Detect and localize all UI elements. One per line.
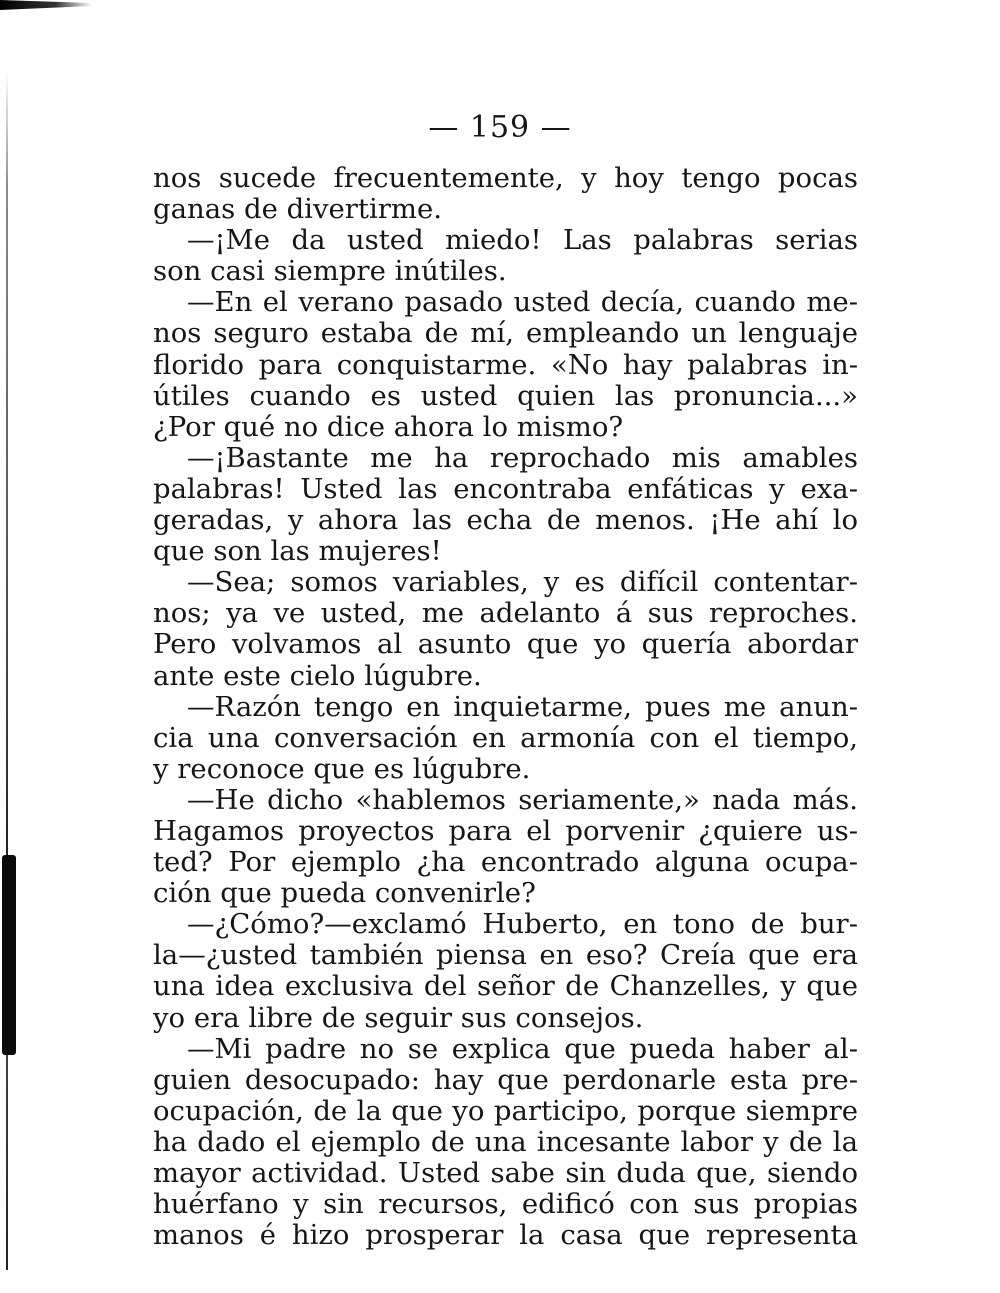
text-line: —En el verano pasado usted decía, cuando me- xyxy=(187,287,858,319)
text-line: la—¿usted también piensa en eso? Creía que era xyxy=(153,940,858,972)
text-line: ha dado el ejemplo de una incesante labor y de la xyxy=(153,1126,858,1158)
text-line: —He dicho «hablemos seriamente,» nada más. xyxy=(187,784,858,816)
scan-margin-edge xyxy=(6,70,8,1270)
text-line: yo era libre de seguir sus consejos. xyxy=(153,1002,644,1034)
text-line: —Sea; somos variables, y es difícil contentar- xyxy=(187,567,858,599)
text-line: florido para conquistarme. «No hay palabras in- xyxy=(153,349,858,381)
text-line: nos sucede frecuentemente, y hoy tengo pocas xyxy=(153,163,858,194)
text-line: útiles cuando es usted quien las pronuncia...» xyxy=(153,380,858,412)
text-line: —¡Bastante me ha reprochado mis amables xyxy=(187,442,858,474)
scan-corner-mark xyxy=(0,0,92,10)
text-line: una idea exclusiva del señor de Chanzelles, y que xyxy=(153,971,858,1003)
text-line: mayor actividad. Usted sabe sin duda que, siendo xyxy=(153,1158,858,1189)
text-line: Hagamos proyectos para el porvenir ¿quiere us- xyxy=(153,815,858,847)
text-line: palabras! Usted las encontraba enfáticas y exa- xyxy=(153,473,858,505)
text-line: —¡Me da usted miedo! Las palabras serias xyxy=(187,225,858,257)
text-line: ción que pueda convenirle? xyxy=(153,878,536,910)
text-line: geradas, y ahora las echa de menos. ¡He ahí lo xyxy=(153,505,858,537)
text-line: ocupación, de la que yo participo, porque siempre xyxy=(153,1095,858,1127)
text-line: ¿Por qué no dice ahora lo mismo? xyxy=(153,411,624,443)
text-line: manos é hizo prosperar la casa que representa xyxy=(153,1220,858,1252)
text-line: —Razón tengo en inquietarme, pues me anun- xyxy=(187,691,858,723)
text-line: ante este cielo lúgubre. xyxy=(153,660,482,692)
scan-margin-blot xyxy=(2,855,16,1055)
text-line: Pero volvamos al asunto que yo quería abordar xyxy=(153,629,858,661)
body-text xyxy=(153,163,858,1251)
text-line: guien desocupado: hay que perdonarle esta pre- xyxy=(153,1064,858,1096)
text-line: ted? Por ejemplo ¿ha encontrado alguna ocupa- xyxy=(153,847,858,879)
text-line: nos; ya ve usted, me adelanto á sus reproches. xyxy=(153,598,858,630)
text-line: son casi siempre inútiles. xyxy=(153,256,507,288)
text-line: cia una conversación en armonía con el tiempo, xyxy=(153,722,858,754)
text-line: huérfano y sin recursos, edificó con sus propias xyxy=(153,1189,858,1221)
text-line: —Mi padre no se explica que pueda haber al- xyxy=(187,1033,858,1065)
text-line: ganas de divertirme. xyxy=(153,194,443,226)
text-line: nos seguro estaba de mí, empleando un lenguaje xyxy=(153,318,858,350)
text-line: —¿Cómo?—exclamó Huberto, en tono de bur- xyxy=(187,909,858,941)
text-line: y reconoce que es lúgubre. xyxy=(153,753,531,785)
page-number: — 159 — xyxy=(428,110,572,145)
text-line: que son las mujeres! xyxy=(153,536,442,568)
